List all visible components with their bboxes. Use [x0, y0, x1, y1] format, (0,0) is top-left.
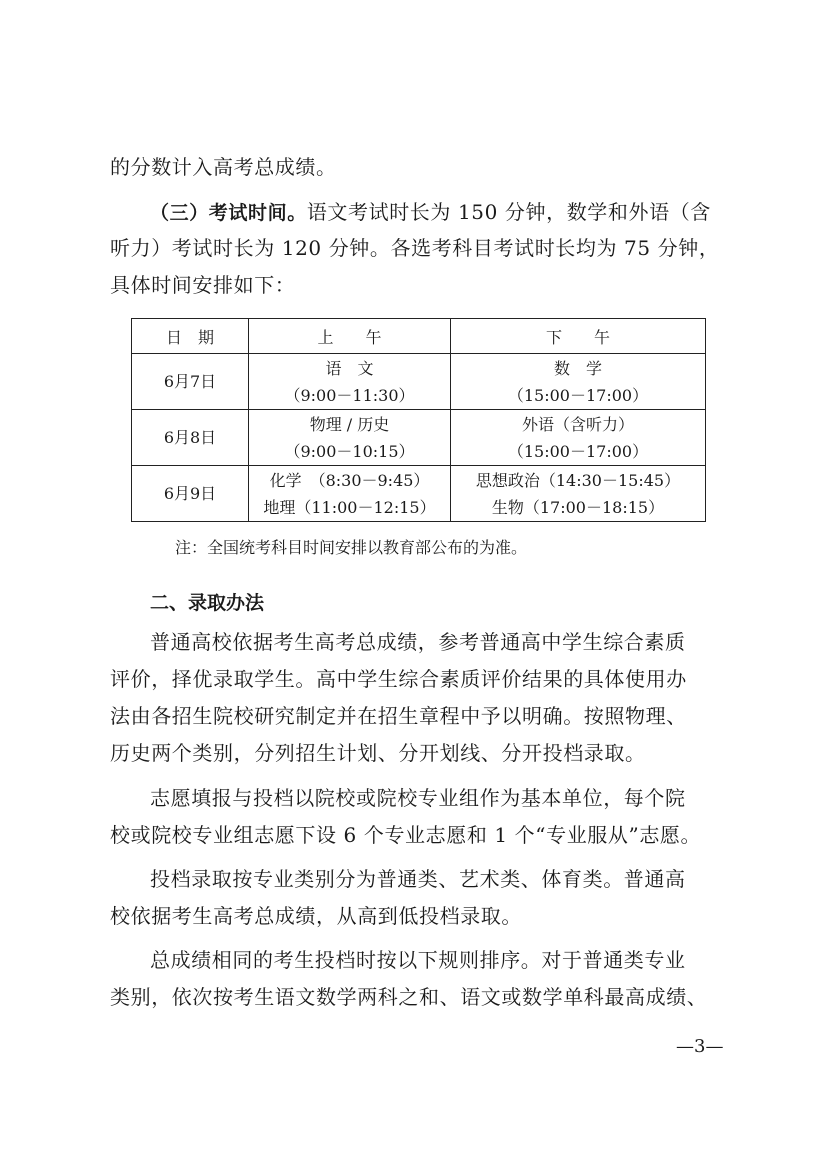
time-range: （15:00－17:00）	[507, 441, 649, 461]
subject-time: 地理（11:00－12:15）	[263, 497, 436, 517]
text-line: 语文考试时长为 150 分钟，数学和外语（含	[306, 200, 711, 224]
table-row	[132, 466, 706, 522]
time-range: （9:00－11:30）	[284, 385, 415, 405]
header-afternoon: 下 午	[451, 319, 706, 354]
text-line: 具体时间安排如下：	[110, 273, 296, 297]
exam-time-paragraph-line	[150, 197, 725, 228]
text-line: 校依据考生高考总成绩，从高到低投档录取。	[110, 904, 522, 928]
subject: 数 学	[553, 358, 602, 378]
subject: 物理 / 历史	[309, 414, 390, 434]
date-cell: 6月7日	[132, 354, 249, 410]
section-heading: 二、录取办法	[150, 592, 265, 614]
text-line: 校或院校专业组志愿下设 6 个专业志愿和 1 个“专业服从”志愿。	[110, 823, 702, 847]
exam-time-heading: （三）考试时间。	[150, 202, 307, 224]
text-line: 志愿填报与投档以院校或院校专业组作为基本单位，每个院	[150, 786, 686, 810]
morning-cell	[249, 354, 451, 410]
text-line: 普通高校依据考生高考总成绩，参考普通高中学生综合素质	[150, 630, 686, 654]
morning-cell	[249, 410, 451, 466]
text-line: 历史两个类别，分列招生计划、分开划线、分开投档录取。	[110, 741, 646, 765]
subject-time: 化学 （8:30－9:45）	[269, 470, 430, 490]
text-line: 法由各招生院校研究制定并在招生章程中予以明确。按照物理、	[110, 704, 687, 728]
table-header-row	[132, 319, 706, 354]
time-range: （15:00－17:00）	[507, 385, 649, 405]
afternoon-cell	[451, 410, 706, 466]
date-cell: 6月8日	[132, 410, 249, 466]
subject-time: 思想政治（14:30－15:45）	[475, 470, 681, 490]
text-line: 投档录取按专业类别分为普通类、艺术类、体育类。普通高	[150, 867, 686, 891]
text-line: 听力）考试时长为 120 分钟。各选考科目考试时长均为 75 分钟，	[110, 236, 720, 260]
page-number: —3—	[676, 1036, 724, 1057]
subject: 外语（含听力）	[521, 414, 634, 434]
exam-schedule-table	[131, 318, 706, 522]
date-cell: 6月9日	[132, 466, 249, 522]
text-line: 类别，依次按考生语文数学两科之和、语文或数学单科最高成绩、	[110, 985, 708, 1009]
text-line: 评价，择优录取学生。高中学生综合素质评价结果的具体使用办	[110, 667, 687, 691]
text-line: 的分数计入高考总成绩。	[110, 155, 337, 179]
morning-cell	[249, 466, 451, 522]
table-note: 注：全国统考科目时间安排以教育部公布的为准。	[175, 538, 528, 557]
text-line: 总成绩相同的考生投档时按以下规则排序。对于普通类专业	[150, 948, 686, 972]
afternoon-cell	[451, 354, 706, 410]
header-date: 日 期	[132, 319, 249, 354]
header-morning: 上 午	[249, 319, 451, 354]
table-row	[132, 410, 706, 466]
afternoon-cell	[451, 466, 706, 522]
subject-time: 生物（17:00－18:15）	[491, 497, 665, 517]
table-row	[132, 354, 706, 410]
subject: 语 文	[325, 358, 374, 378]
time-range: （9:00－10:15）	[284, 441, 415, 461]
